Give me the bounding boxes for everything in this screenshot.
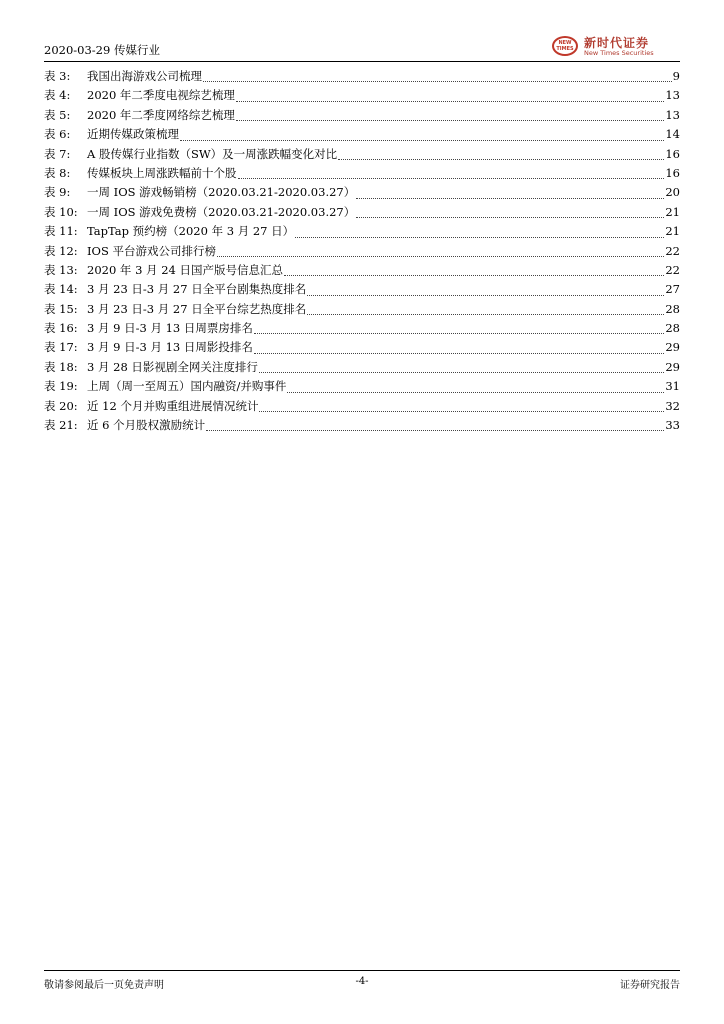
page-footer — [44, 976, 680, 992]
toc-entry-title: IOS 平台游戏公司排行榜 — [87, 243, 217, 258]
toc-leader-dots — [295, 236, 664, 238]
toc-leader-dots — [254, 352, 664, 354]
toc-entry[interactable] — [44, 339, 680, 358]
toc-entry-page: 16 — [665, 146, 680, 161]
toc-entry[interactable] — [44, 107, 680, 126]
toc-entry-title: 2020 年二季度电视综艺梳理 — [87, 88, 235, 103]
toc-entry-page: 13 — [665, 88, 680, 103]
toc-entry[interactable] — [44, 87, 680, 106]
toc-leader-dots — [236, 119, 664, 121]
toc-entry-label: 表 10: — [44, 204, 78, 219]
toc-leader-dots — [259, 410, 664, 412]
toc-leader-dots — [203, 80, 672, 82]
toc-entry-label: 表 18: — [44, 359, 78, 374]
toc-entry-title: 近期传媒政策梳理 — [87, 127, 179, 142]
toc-entry-title: 一周 IOS 游戏免费榜（2020.03.21-2020.03.27） — [87, 204, 356, 219]
toc-entry-page: 16 — [665, 165, 680, 180]
toc-entry-title: 3 月 9 日-3 月 13 日周票房排名 — [87, 321, 253, 336]
toc-entry-label: 表 6: — [44, 127, 71, 142]
toc-entry-title: 2020 年 3 月 24 日国产版号信息汇总 — [87, 262, 283, 277]
toc-leader-dots — [338, 158, 664, 160]
toc-entry[interactable] — [44, 165, 680, 184]
toc-entry-title: 近 6 个月股权激励统计 — [87, 418, 206, 433]
toc-entry-label: 表 19: — [44, 379, 78, 394]
page-header — [44, 34, 680, 60]
toc-entry-page: 22 — [665, 243, 680, 258]
toc-entry[interactable] — [44, 378, 680, 397]
toc-entry-page: 27 — [665, 282, 680, 297]
toc-entry[interactable] — [44, 126, 680, 145]
toc-entry[interactable] — [44, 359, 680, 378]
toc-entry-label: 表 4: — [44, 88, 71, 103]
toc-entry-title: 3 月 9 日-3 月 13 日周影投排名 — [87, 340, 253, 355]
toc-leader-dots — [180, 139, 664, 141]
logo-english-name: New Times Securities — [584, 49, 654, 57]
toc-entry-title: 上周（周一至周五）国内融资/并购事件 — [87, 379, 287, 394]
toc-entry-label: 表 17: — [44, 340, 78, 355]
toc-entry-label: 表 16: — [44, 321, 78, 336]
toc-entry-title: 传媒板块上周涨跌幅前十个股 — [87, 165, 237, 180]
toc-entry[interactable] — [44, 204, 680, 223]
toc-entry-page: 28 — [665, 301, 680, 316]
toc-leader-dots — [307, 313, 664, 315]
toc-entry-label: 表 11: — [44, 224, 78, 239]
toc-leader-dots — [259, 371, 664, 373]
toc-entry-page: 21 — [665, 224, 680, 239]
toc-entry-label: 表 14: — [44, 282, 78, 297]
toc-leader-dots — [356, 216, 664, 218]
toc-entry-label: 表 8: — [44, 165, 71, 180]
toc-entry-label: 表 5: — [44, 107, 71, 122]
toc-entry-page: 9 — [672, 69, 680, 83]
toc-entry-page: 29 — [665, 359, 680, 374]
toc-entry[interactable] — [44, 68, 680, 87]
toc-leader-dots — [287, 391, 664, 393]
toc-leader-dots — [356, 197, 664, 199]
header-divider — [44, 61, 680, 62]
toc-entry-label: 表 12: — [44, 243, 78, 258]
toc-entry-page: 14 — [665, 127, 680, 142]
toc-entry[interactable] — [44, 223, 680, 242]
toc-entry[interactable] — [44, 184, 680, 203]
toc-entry-label: 表 15: — [44, 301, 78, 316]
toc-entry-label: 表 21: — [44, 418, 78, 433]
toc-leader-dots — [206, 429, 664, 431]
toc-entry-page: 31 — [665, 379, 680, 394]
toc-entry-title: 近 12 个月并购重组进展情况统计 — [87, 398, 259, 413]
toc-entry-label: 表 7: — [44, 146, 71, 161]
toc-leader-dots — [307, 294, 664, 296]
table-of-contents — [44, 68, 680, 436]
company-logo — [550, 34, 680, 60]
toc-entry-page: 20 — [665, 185, 680, 200]
toc-entry-page: 21 — [665, 204, 680, 219]
logo-emblem-icon — [552, 36, 578, 56]
toc-leader-dots — [236, 100, 664, 102]
toc-entry[interactable] — [44, 417, 680, 436]
toc-entry-title: A 股传媒行业指数（SW）及一周涨跌幅变化对比 — [87, 146, 338, 161]
logo-chinese-name: 新时代证券 — [584, 36, 650, 50]
toc-entry-title: 我国出海游戏公司梳理 — [87, 69, 202, 83]
toc-entry[interactable] — [44, 281, 680, 300]
page-number: -4- — [355, 976, 369, 987]
toc-entry[interactable] — [44, 301, 680, 320]
toc-leader-dots — [284, 274, 664, 276]
toc-leader-dots — [254, 332, 664, 334]
logo-emblem-text: NEW TIMES — [556, 40, 574, 52]
toc-entry-page: 13 — [665, 107, 680, 122]
toc-entry-title: 2020 年二季度网络综艺梳理 — [87, 107, 235, 122]
toc-leader-dots — [217, 255, 664, 257]
toc-entry-title: 3 月 28 日影视剧全网关注度排行 — [87, 359, 258, 374]
toc-entry-label: 表 3: — [44, 69, 71, 83]
toc-entry-title: 3 月 23 日-3 月 27 日全平台综艺热度排名 — [87, 301, 307, 316]
toc-entry-page: 33 — [665, 418, 680, 433]
footer-divider — [44, 970, 680, 971]
toc-entry[interactable] — [44, 398, 680, 417]
toc-entry[interactable] — [44, 243, 680, 262]
toc-entry-title: TapTap 预约榜（2020 年 3 月 27 日） — [87, 224, 295, 239]
header-date-sector: 2020-03-29 传媒行业 — [44, 43, 160, 57]
toc-entry-page: 28 — [665, 321, 680, 336]
toc-entry[interactable] — [44, 146, 680, 165]
toc-entry-page: 32 — [665, 398, 680, 413]
toc-entry-page: 29 — [665, 340, 680, 355]
toc-entry-label: 表 20: — [44, 398, 78, 413]
toc-leader-dots — [238, 177, 665, 179]
footer-disclaimer: 敬请参阅最后一页免责声明 — [44, 980, 164, 991]
footer-report-type: 证券研究报告 — [620, 980, 680, 991]
toc-entry-title: 3 月 23 日-3 月 27 日全平台剧集热度排名 — [87, 282, 307, 297]
toc-entry[interactable] — [44, 262, 680, 281]
toc-entry-page: 22 — [665, 262, 680, 277]
toc-entry[interactable] — [44, 320, 680, 339]
toc-entry-title: 一周 IOS 游戏畅销榜（2020.03.21-2020.03.27） — [87, 185, 356, 200]
toc-entry-label: 表 13: — [44, 262, 78, 277]
toc-entry-label: 表 9: — [44, 185, 71, 200]
